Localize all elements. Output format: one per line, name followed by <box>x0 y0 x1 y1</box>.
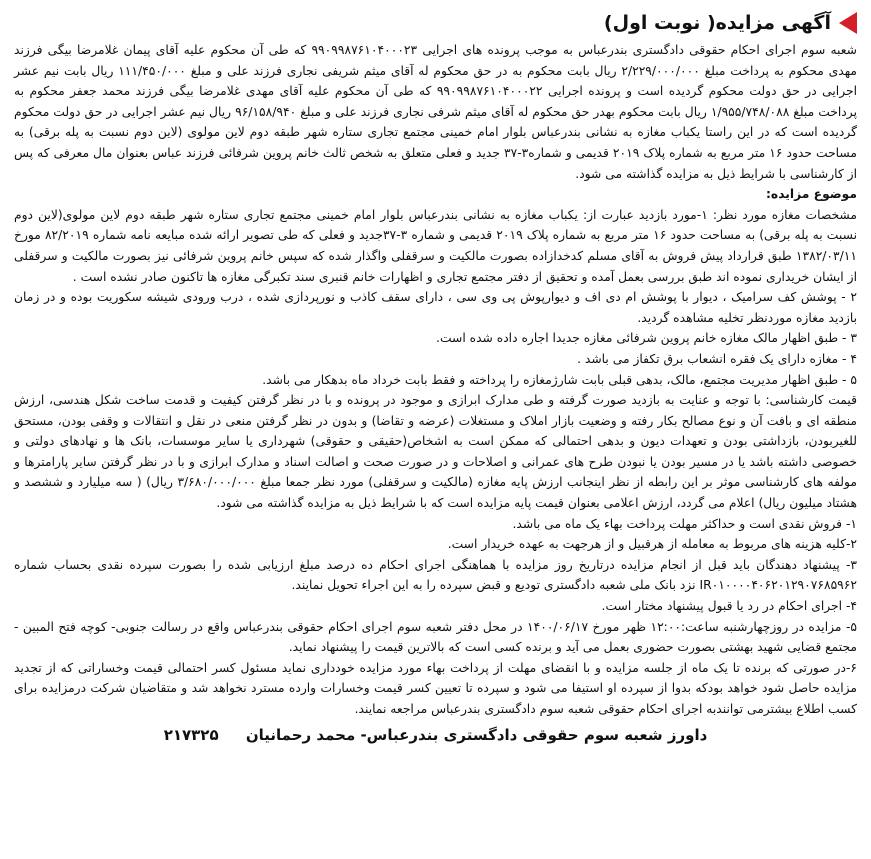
triangle-bullet-icon <box>839 12 857 34</box>
condition-item: ۴- اجرای احکام در رد یا قبول پیشنهاد مختار است. <box>601 599 857 614</box>
spec-item: ۲ - پوشش کف سرامیک ، دیوار با پوشش ام دی اف و دیوارپوش پی وی سی ، دارای سقف کاذب و نورپردازی شده ، درب ورودی شیشه سکوریت بوده و در زمان بازدید مغازه موردنظر تخلیه مشاهده گردید. <box>14 290 857 325</box>
valuation-paragraph: قیمت کارشناسی: با توجه و عنایت به بازدید صورت گرفته و طی مدارک ابرازی و موجود در پرونده و با در نظر گرفتن کیفیت و قدمت ساخت شکل هندسی، ارزش منطقه ای و بافت آن و نوع مصالح بکار رفته و وضعیت بازار املاک و مستغلات (عرضه و تقاضا) و بدون در نظر گرفتن منعی در نقل و انتقالات و وقفی بودن، مستحق للغیربودن، بازداشتی بودن و تعهدات دیون و بدهی احتمالی که ممکن است به اشخاص(حقیقی و حقوقی) شهرداری یا سایر موسسات، بانک ها و نهادهای دولتی و خصوصی داشته باشد یا در مسیر بودن یا نبودن طرح های عمرانی و اصلاحات و در صورت صحت و اصالت اسناد و مدارک ابرازی و با در نظر گرفتن سایر پارامترها و مولفه های کارشناسی موثر بر این رابطه از نظر اینجانب ارزش پایه مغازه (مالکیت و سرقفلی) مورد نظر جمعا مبلغ ۳/۶۸۰/۰۰۰/۰۰۰ ریال) ( سه میلیارد و ششصد و هشتاد میلیون ریال) اعلام می گردد، ارزش اعلامی بعنوان قیمت پایه مزایده است که با شرایط ذیل به مزایده گذاشته می شود. <box>14 393 857 511</box>
condition-item: ۱- فروش نقدی است و حداکثر مهلت پرداخت بهاء یک ماه می باشد. <box>512 516 857 531</box>
subject-heading: موضوع مزایده: <box>766 187 857 202</box>
spec-item: ۵ - طبق اظهار مدیریت مجتمع، مالک، بدهی قبلی بابت شارژمغازه را پرداخته و فقط بابت خرداد ماه بدهکار می باشد. <box>262 372 857 387</box>
condition-item: ۲-کلیه هزینه های مربوط به معامله از هرقبیل و از هرجهت به عهده خریدار است. <box>447 537 857 552</box>
notice-title: آگهی مزایده( نوبت اول) <box>603 12 831 34</box>
notice-footer <box>14 724 857 746</box>
condition-item: ۶-در صورتی که برنده تا یک ماه از جلسه مزایده و با انقضای مهلت از پرداخت بهاء مورد مزایده خودداری نماید مسئول کسر احتمالی قیمت وخساراتی که از تجدید مزایده حاصل شود خواهد بودکه بدوا از سپرده او استیفا می شود و سپرده تا تعیین کسر قیمت وخسارات وارده مسترد نخواهد شد و متقاضیان شرکت درمزایده برای کسب اطلاع بیشترمی توانندبه اجرای احکام حقوقی شعبه سوم دادگستری بندرعباس مراجعه نمایند. <box>14 660 857 716</box>
condition-item: ۳- پیشنهاد دهندگان باید قبل از انجام مزایده درتاریخ روز مزایده با هماهنگی اجرای احکام ده درصد مبلغ ارزیابی شده را بصورت سپرده نقدی بحساب شماره IR۰۱۰۰۰۰۴۰۶۲۰۱۲۹۰۷۶۸۵۹۶۲ نزد بانک ملی شعبه دادگستری توديع و قبض سپرده را به این اجراء تحویل نمایند. <box>14 557 857 593</box>
notice-code: ۲۱۷۳۲۵ <box>163 725 219 744</box>
condition-item: ۵- مزایده در روزچهارشنبه ساعت:۱۲:۰۰ ظهر مورخ ۱۴۰۰/۰۶/۱۷ در محل دفتر شعبه سوم اجرای احکام حقوقی بندرعباس واقع در رسالت جنوبی- کوچه فتح المبین - مجتمع قضایی شهید بهشتی بصورت حضوری بعمل می آید و برنده کسی است که بالاترین قیمت را پیشنهاد نماید. <box>14 619 857 655</box>
spec-item: ۳ - طبق اظهار مالک مغازه خانم پروین شرفائی مغازه جدیدا اجاره داده شده است. <box>436 331 857 346</box>
notice-body <box>14 40 857 720</box>
signature-line: داورز شعبه سوم حقوقی دادگستری بندرعباس- محمد رحمانیان <box>245 725 708 744</box>
spec-item: ۴ - مغازه دارای یک فقره انشعاب برق تکفاز می باشد . <box>577 351 857 366</box>
specs-paragraph: مشخصات مغازه مورد نظر: ۱-مورد بازدید عبارت از: یکباب مغازه به نشانی بندرعباس بلوار امام خمینی مجتمع تجاری ستاره شهر طبقه دوم لاین مولوی(لاین دوم نسبت به پله برقی) به مساحت حدود ۱۶ متر مربع به شماره پلاک ۲۰۱۹ قدیمی و شماره ۳-۳۷جدید و فعلی که طی تصویر ارائه شده مبایعه نامه شماره ۸۲/۲۰۱۹ مورخ ۱۳۸۲/۰۳/۱۱ طبق قرارداد پیش فروش به آقای مسلم کدخدازاده بصورت مالکیت و سرقفلی واگذار شده که سپس خانم پروین شرفائی نیز بصورت مالکیت و سرقفلی از ایشان خریداری نموده اند طبق بررسی بعمل آمده و تحقیق از دفتر مجتمع تجاری و اظهارات خانم قنبری سند تکبرگی مغازه ها تاکنون صادر نشده است . <box>14 207 857 284</box>
intro-paragraph: شعبه سوم اجرای احکام حقوقی دادگستری بندرعباس به موجب پرونده های اجرایی ۹۹۰۹۹۸۷۶۱۰۴۰۰۰۲۳ که طی آن محکوم علیه آقای پیمان غلامرضا بیگی فرزند مهدی محکوم به پرداخت مبلغ ۲/۲۲۹/۰۰۰/۰۰۰ ریال بابت محکوم به در حق محکوم له آقای میثم شریفی نجاری فرزند علی و مبلغ ۱۱۱/۴۵۰/۰۰۰ ریال بابت نیم عشر اجرایی در حق دولت محکوم گردیده است و پرونده اجرایی ۹۹۰۹۹۸۷۶۱۰۴۰۰۰۲۲ که طی آن محکوم علیه آقای مهدی غلامرضا بیگی فرزند محمد جعفر محکوم به پرداخت مبلغ ۱/۹۵۵/۷۴۸/۰۸۸ ریال بابت محکوم بهدر حق محکوم له آقای میثم شرفی نجاری فرزند علی و مبلغ ۹۶/۱۵۸/۹۴۰ ریال نیم عشر اجرایی در حق دولت محکوم گردیده است که در این راستا یکباب مغازه به نشانی بندرعباس بلوار امام خمینی مجتمع تجاری ستاره شهر طبقه دوم لاین مولوی (لاین دوم نسبت به پله برقی) به مساحت حدود ۱۶ متر مربع به شماره پلاک ۲۰۱۹ قدیمی و شماره۳-۳۷ جدید و فعلی متعلق به شخص ثالث خانم پروین شرفائی فرزند عباس بعنوان مال معرفی که پس از کارشناسی با شرایط ذیل به مزایده گذاشته می شود. <box>14 43 857 181</box>
notice-header <box>14 6 857 40</box>
